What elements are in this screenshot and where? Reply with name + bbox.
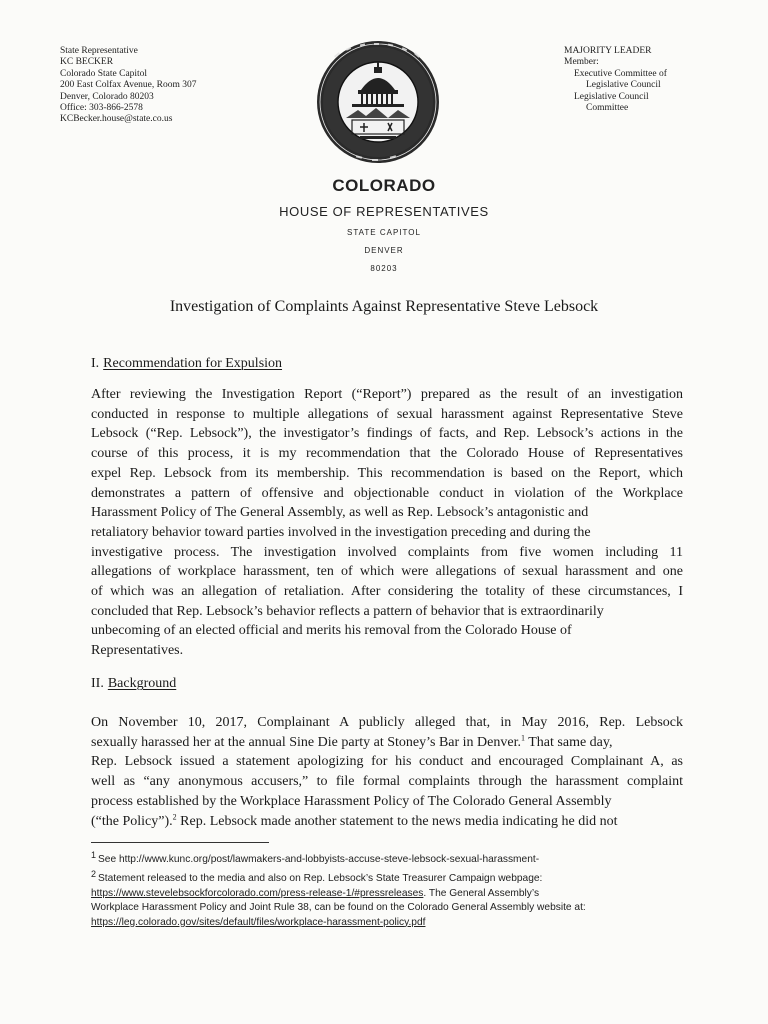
footnote-1 bbox=[91, 849, 691, 867]
section-2-title: Background bbox=[107, 676, 177, 691]
paragraph-line: Lebsock (“Rep. Lebsock”), the investigator’s findings of facts, and Rep. Lebsock’s actions in the bbox=[91, 426, 683, 442]
footnote-2-text: . The General Assembly’s bbox=[423, 887, 540, 899]
footnote-2-mark: 2 bbox=[91, 869, 97, 880]
leadership-block bbox=[564, 46, 754, 114]
committee-1-line-1: Executive Committee of bbox=[574, 68, 667, 79]
footnotes bbox=[91, 849, 691, 930]
campaign-press-link[interactable]: https://www.stevelebsockforcolorado.com/press-release-1/#pressreleases bbox=[91, 887, 424, 899]
section-1-title: Recommendation for Expulsion bbox=[103, 356, 283, 371]
paragraph-line: Rep. Lebsock issued a statement apologizing for his conduct and encouraged Complainant A, as bbox=[91, 754, 683, 770]
document-title: Investigation of Complaints Against Representative Steve Lebsock bbox=[169, 298, 599, 315]
footnote-ref-1[interactable]: 1 bbox=[521, 733, 525, 743]
paragraph-line bbox=[91, 733, 683, 753]
sender-building: Colorado State Capitol bbox=[60, 68, 148, 79]
section-2-paragraph bbox=[91, 713, 683, 831]
paragraph-line: Representatives. bbox=[91, 643, 184, 659]
section-2-number: II. bbox=[91, 676, 104, 691]
paragraph-line: conducted in response to multiple allegations of sexual harassment against Representative Steve bbox=[91, 406, 683, 422]
state-seal-icon bbox=[316, 40, 440, 164]
section-2-heading bbox=[91, 676, 176, 692]
paragraph-line: process established by the Workplace Harassment Policy of The Colorado General Assembly bbox=[91, 793, 612, 809]
footnote-2-line-4 bbox=[91, 916, 691, 930]
sender-address-block bbox=[60, 46, 290, 126]
sender-name: KC BECKER bbox=[60, 57, 114, 68]
paragraph-line: expel Rep. Lebsock from its membership. This recommendation is based on the Report, which bbox=[91, 465, 683, 481]
paragraph-line: On November 10, 2017, Complainant A publicly alleged that, in May 2016, Rep. Lebsock bbox=[91, 715, 683, 730]
section-1-paragraph bbox=[91, 385, 683, 661]
paragraph-line: Harassment Policy of The General Assembly, as well as Rep. Lebsock’s antagonistic and bbox=[91, 505, 589, 521]
section-1-number: I. bbox=[91, 356, 100, 371]
member-label: Member: bbox=[564, 57, 599, 68]
paragraph-line: concluded that Rep. Lebsock’s behavior reflects a pattern of behavior that is extraordinarily bbox=[91, 603, 604, 619]
letterhead-state: COLORADO bbox=[332, 176, 436, 195]
committee-2-line-2: Committee bbox=[586, 103, 629, 114]
paragraph-line: demonstrates a pattern of offensive and objectionable conduct in violation of the Workplace bbox=[91, 485, 683, 501]
footnote-2 bbox=[91, 869, 691, 886]
paragraph-line bbox=[91, 812, 683, 832]
paragraph-line: of which was an allegation of retaliation. After considering the totality of these circumstances, I bbox=[91, 584, 683, 600]
sender-street: 200 East Colfax Avenue, Room 307 bbox=[60, 80, 197, 91]
paragraph-text: Rep. Lebsock made another statement to the news media indicating he did not bbox=[176, 813, 618, 829]
paragraph-line: retaliatory behavior toward parties involved in the investigation preceding and during the bbox=[91, 524, 591, 540]
sender-email: KCBecker.house@state.co.us bbox=[60, 114, 173, 125]
paragraph-line: well as “any anonymous accusers,” to file formal complaints through the harassment complaint bbox=[91, 774, 683, 790]
paragraph-line: investigative process. The investigation involved complaints from five women including 11 bbox=[91, 544, 683, 560]
paragraph-text: That same day, bbox=[525, 734, 613, 750]
footnote-2-line-3: Workplace Harassment Policy and Joint Rule 38, can be found on the Colorado General Assembly website at: bbox=[91, 902, 586, 914]
policy-pdf-link[interactable]: https://leg.colorado.gov/sites/default/files/workplace-harassment-policy.pdf bbox=[91, 916, 426, 928]
paragraph-line: allegations of workplace harassment, ten of which were allegations of sexual harassment and one bbox=[91, 564, 683, 580]
paragraph-line: After reviewing the Investigation Report (“Report”) prepared as the result of an investigation bbox=[91, 387, 683, 402]
sender-role: State Representative bbox=[60, 46, 138, 56]
footnote-2-line-2 bbox=[91, 887, 691, 901]
section-1-heading bbox=[91, 356, 282, 372]
paragraph-text: sexually harassed her at the annual Sine Die party at Stoney’s Bar in Denver. bbox=[91, 734, 521, 750]
paragraph-line: course of this process, it is my recommendation that the Colorado House of Representatives bbox=[91, 446, 683, 462]
committee-1-line-2: Legislative Council bbox=[586, 80, 661, 91]
letterhead-house: HOUSE OF REPRESENTATIVES bbox=[279, 204, 489, 219]
paragraph-line: unbecoming of an elected official and merits his removal from the Colorado House of bbox=[91, 623, 572, 639]
footnote-ref-2[interactable]: 2 bbox=[172, 811, 177, 821]
footnote-1-mark: 1 bbox=[91, 849, 97, 860]
paragraph-text: (“the Policy”). bbox=[91, 813, 173, 829]
footnote-2-text: Statement released to the media and also on Rep. Lebsock’s State Treasurer Campaign webpage: bbox=[98, 873, 543, 885]
letterhead-city: DENVER bbox=[364, 246, 404, 255]
letterhead-capitol: STATE CAPITOL bbox=[347, 228, 421, 237]
committee-2-line-1: Legislative Council bbox=[574, 91, 649, 102]
leadership-title: MAJORITY LEADER bbox=[564, 46, 652, 56]
footnote-1-text: See http://www.kunc.org/post/lawmakers-and-lobbyists-accuse-steve-lebsock-sexual-harassment- bbox=[98, 854, 540, 865]
letterhead-zip: 80203 bbox=[370, 264, 398, 273]
sender-phone: Office: 303-866-2578 bbox=[60, 103, 143, 114]
sender-city: Denver, Colorado 80203 bbox=[60, 91, 154, 102]
footnote-divider bbox=[91, 842, 269, 843]
